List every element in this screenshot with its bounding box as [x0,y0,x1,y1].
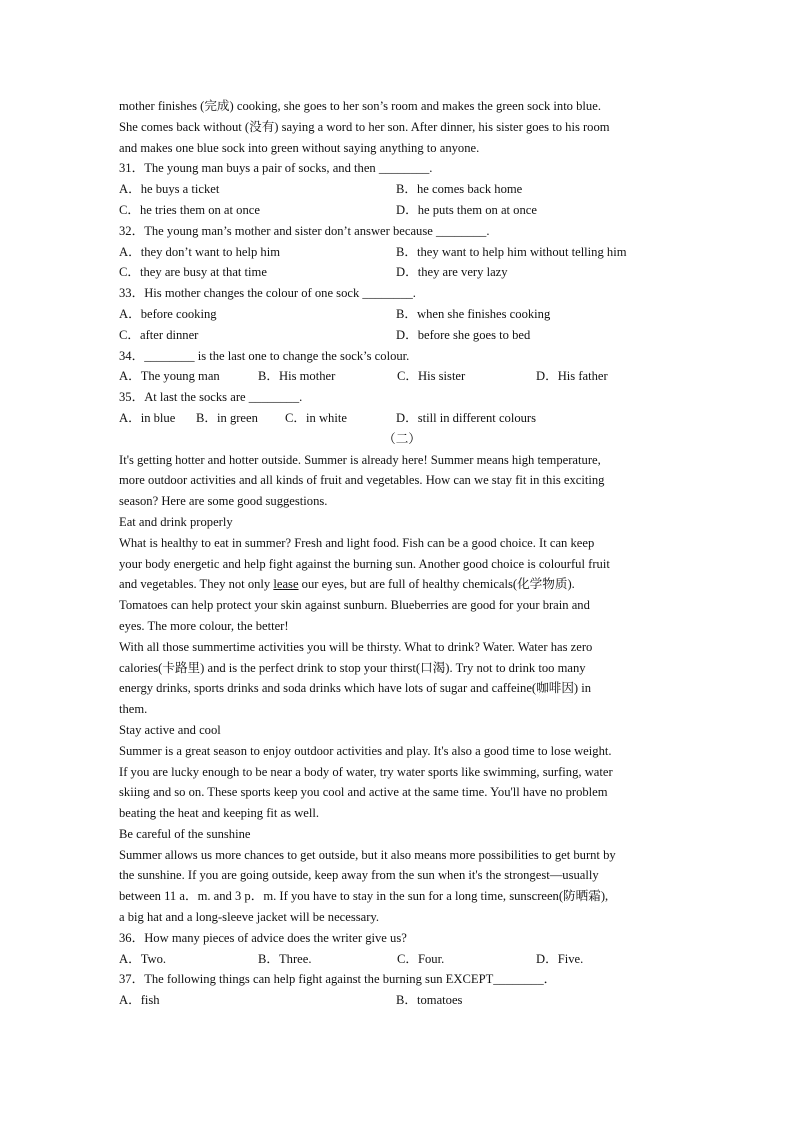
question-33-options-row1 [119,304,675,325]
section-label: （二） [383,431,421,446]
question-35-option-b: B．in green [196,410,258,425]
question-31-option-b: B．he comes back home [396,182,523,197]
question-31-option-c: C．he tries them on at once [119,202,260,217]
question-37-stem: 37．The following things can help fight against the burning sun EXCEPT________． [119,972,557,987]
question-35-stem: 35．At last the socks are ________. [119,390,303,405]
passage2-intro-line: It's getting hotter and hotter outside. Summer is already here! Summer means high temperature, [119,452,601,467]
question-34-option-c: C．His sister [397,369,466,384]
question-32-option-b: B．they want to help him without telling him [396,244,627,259]
paragraph-line: calories(卡路里) and is the perfect drink to stop your thirst(口渴). Try not to drink too many [119,660,586,675]
question-33-option-d: D．before she goes to bed [396,327,531,342]
paragraph-text: and vegetables. They not only [119,577,274,592]
question-36-option-c: C．Four. [397,951,445,966]
paragraph-line: beating the heat and keeping fit as well. [119,806,320,821]
exam-page [119,96,675,1011]
paragraph-line: If you are lucky enough to be near a body of water, try water sports like swimming, surfing, water [119,764,613,779]
question-34-option-d: D．His father [536,369,608,384]
question-33-option-b: B．when she finishes cooking [396,306,551,321]
passage-intro-line: mother finishes (完成) cooking, she goes to her son’s room and makes the green sock into blue. [119,99,601,113]
question-31-stem: 31．The young man buys a pair of socks, and then ________. [119,161,433,176]
paragraph-line: between 11 a．m. and 3 p．m. If you have to stay in the sun for a long time, sunscreen(防晒霜), [119,889,609,904]
paragraph-line: What is healthy to eat in summer? Fresh and light food. Fish can be a good choice. It can keep [119,535,595,550]
question-34-options [119,366,675,387]
question-32-stem: 32．The young man’s mother and sister don’t answer because ________. [119,223,490,238]
heading-stay-active: Stay active and cool [119,722,221,737]
question-37-options-row1 [119,990,675,1011]
question-33-option-c: C．after dinner [119,327,199,342]
paragraph-line: With all those summertime activities you will be thirsty. What to drink? Water. Water has zero [119,639,593,654]
heading-eat-and-drink: Eat and drink properly [119,514,233,529]
question-33-options-row2 [119,325,675,346]
question-32-option-a: A．they don’t want to help him [119,244,281,259]
question-33-option-a: A．before cooking [119,306,217,321]
question-36-stem: 36．How many pieces of advice does the writer give us? [119,930,407,945]
question-32-option-c: C．they are busy at that time [119,265,267,280]
question-37-option-a: A．fish [119,993,160,1008]
paragraph-line: Summer allows us more chances to get outside, but it also means more possibilities to get burnt by [119,847,616,862]
paragraph-line: the sunshine. If you are going outside, keep away from the sun when it's the strongest—usually [119,868,599,883]
paragraph-line: skiing and so on. These sports keep you cool and active at the same time. You'll have no problem [119,785,608,800]
paragraph-line [119,574,675,595]
question-33-stem: 33．His mother changes the colour of one sock ________. [119,286,416,301]
question-36-options [119,949,675,970]
passage-intro-line: and makes one blue sock into green without saying anything to anyone. [119,140,480,155]
question-35-option-d: D．still in different colours [396,410,537,425]
question-34-option-b: B．His mother [258,369,336,384]
underlined-word: lease [273,577,299,592]
passage2-intro-line: more outdoor activities and all kinds of fruit and vegetables. How can we stay fit in this exciting [119,473,605,488]
question-31-options-row2 [119,200,675,221]
question-32-options-row1 [119,242,675,263]
paragraph-line: eyes. The more colour, the better! [119,618,289,633]
question-36-option-d: D．Five. [536,951,584,966]
question-31-option-a: A．he buys a ticket [119,182,220,197]
paragraph-line: Tomatoes can help protect your skin against sunburn. Blueberries are good for your brain and [119,598,590,613]
question-32-option-d: D．they are very lazy [396,265,508,280]
question-34-option-a: A．The young man [119,369,220,384]
question-31-options-row1 [119,179,675,200]
paragraph-text: our eyes, but are full of healthy chemicals(化学物质). [298,577,575,592]
paragraph-line: your body energetic and help fight against the burning sun. Another good choice is colourful fruit [119,556,610,571]
question-37-option-b: B．tomatoes [396,993,463,1008]
paragraph-line: Summer is a great season to enjoy outdoor activities and play. It's also a good time to lose weight. [119,743,612,758]
paragraph-line: a big hat and a long-sleeve jacket will be necessary. [119,910,380,925]
paragraph-line: them. [119,702,148,717]
passage2-intro-line: season? Here are some good suggestions. [119,494,328,509]
question-32-options-row2 [119,262,675,283]
question-34-stem: 34．________ is the last one to change the sock’s colour. [119,348,410,363]
question-35-options [119,408,675,429]
question-36-option-a: A．Two. [119,951,167,966]
question-36-option-b: B．Three. [258,951,312,966]
question-31-option-d: D．he puts them on at once [396,202,537,217]
question-35-option-a: A．in blue [119,410,176,425]
paragraph-line: energy drinks, sports drinks and soda drinks which have lots of sugar and caffeine(咖啡因) in [119,681,592,696]
heading-careful-sunshine: Be careful of the sunshine [119,826,251,841]
question-35-option-c: C．in white [285,410,347,425]
passage-intro-line: She comes back without (没有) saying a word to her son. After dinner, his sister goes to his room [119,119,610,134]
